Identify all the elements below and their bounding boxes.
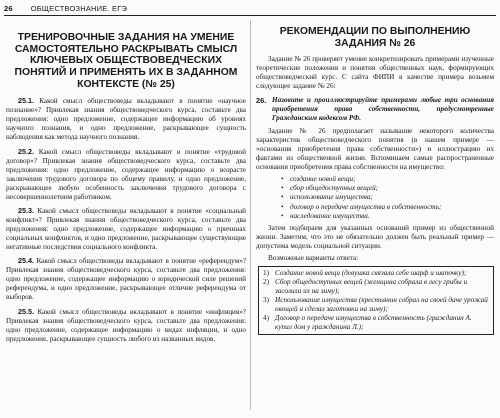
intro-paragraph: Задание № 26 проверяет умение конкретизировать примерами изученные теоретические положения и понятия общественных наук, формирующих обществоведческий курс. С сайта ФИПИ в качестве примера возьмем следующее задание № 26: xyxy=(256,55,494,91)
task-list xyxy=(6,96,246,344)
task-text: Какой смысл обществоведы вкладывают в понятие «трудовой договор»? Привлекая знания обществоведческого курса, составьте два предложения: одно предложение, содержащее информацию о возрасте заключения трудового договора по общему правилу, и одно предложение, раскрывающее любую особенность заключения трудового договора с несовершеннолетним работником. xyxy=(6,147,246,201)
task-item xyxy=(6,147,246,202)
answer-item xyxy=(263,296,489,314)
left-column xyxy=(6,20,246,348)
task-text: Какой смысл обществоведы вкладывают в понятие «референдум»? Привлекая знания обществоведческого курса, составьте два предложения: одно предложение, содержащее информацию о юридической силе решений референдума, и одно предложение, раскрывающее отличие референдума от выборов. xyxy=(6,257,247,302)
page-header xyxy=(4,2,496,16)
task-number: 25.5. xyxy=(18,306,34,316)
bases-list xyxy=(256,175,494,221)
explanation-paragraph-2: Затем подбираем для указанных оснований пример из общественной жизни. Заметим, что это не обязательно должен быть реальный пример — допустима модель социальной ситуации. xyxy=(256,224,494,251)
task-26-lead: Назовите и проиллюстрируйте примерами любые три основания приобретения права собственности, xyxy=(272,95,494,113)
task-item xyxy=(6,307,246,344)
answer-text: Использование имущества (крестьянин собрал на своей даче урожай овощей и сделал заготовки на зиму); xyxy=(275,296,488,314)
answer-item xyxy=(263,278,489,296)
answer-text: Договор о передаче имущества в собственность (гражданин А. купил дом у гражданина Л.); xyxy=(275,313,472,331)
task-item xyxy=(6,206,246,252)
task-26 xyxy=(256,96,494,123)
bullet-item: • наследование имущества. xyxy=(290,212,494,221)
running-title: ОБЩЕСТВОЗНАНИЕ. ЕГЭ xyxy=(30,4,128,13)
task-26-italic: предусмотренные Гражданским кодексом РФ. xyxy=(272,104,494,122)
bullet-item: • использование имущества; xyxy=(290,193,494,202)
answers-box xyxy=(258,266,494,334)
bullet-item: • договор о передаче имущества в собственность; xyxy=(290,203,494,212)
task-26-number: 26. xyxy=(256,95,267,105)
task-26-text xyxy=(272,96,494,123)
task-number: 25.1. xyxy=(18,96,34,106)
task-number: 25.2. xyxy=(18,146,34,156)
right-section-title: РЕКОМЕНДАЦИИ ПО ВЫПОЛНЕНИЮ ЗАДАНИЯ № 26 xyxy=(279,26,471,49)
column-divider xyxy=(250,20,251,410)
answer-number: 1) xyxy=(263,269,269,278)
answer-text: Сбор общедоступных вещей (женщина собрала в лесу грибы и засолила их на зиму); xyxy=(275,278,468,296)
answer-text: Создание новой вещи (девушка связала себе шарф и шапочку); xyxy=(275,269,467,278)
task-text: Какой смысл обществоведы вкладывают в понятие «научное познание»? Привлекая знания обществоведческого курса, составьте два предложения: одно предложение, содержащее информацию об уровнях научного познания, и одно предложение, раскрывающее сущность наблюдения как метода научного познания. xyxy=(6,97,246,142)
task-item xyxy=(6,96,246,142)
explanation-paragraph: Задание № 26 предполагает называние некоторого количества характеристик обществоведческого понятия (в нашем примере — «основания приобретения права собственности») и иллюстрацию их фактами из общественной жизни. Вспоминаем самые распространенные основания приобретения права собственности на имущество: xyxy=(256,126,494,171)
answer-number: 4) xyxy=(263,313,269,322)
answer-item xyxy=(263,269,489,278)
task-text: Какой смысл обществоведы вкладывают в понятие «инфляция»? Привлекая знания обществоведческого курса, составьте два предложения: одно предложение, содержащее информацию о видах инфляции, и одно предложение, раскрывающее сущность любого из названных видов. xyxy=(6,307,246,343)
task-item xyxy=(6,256,246,302)
left-section-title: ТРЕНИРОВОЧНЫЕ ЗАДАНИЯ НА УМЕНИЕ САМОСТОЯТЕЛЬНО РАСКРЫВАТЬ СМЫСЛ КЛЮЧЕВЫХ ОБЩЕСТВОВЕДЧЕСКИХ ПОНЯТИЙ И ПРИМЕНЯТЬ ИХ В ЗАДАННОМ КОНТЕКСТЕ (№ 25) xyxy=(14,32,238,90)
bullet-item: • создание новой вещи; xyxy=(290,175,494,184)
task-number: 25.3. xyxy=(18,205,34,215)
page-number: 26 xyxy=(4,4,13,13)
task-text: Какой смысл обществоведы вкладывают в понятие «социальный конфликт»? Привлекая знания обществоведческого курса, составьте два предложения: одно предложение, содержащее информацию о причинах социальных конфликтов, и одно предложение, раскрывающее существующие негативные последствия социального конфликта. xyxy=(6,206,246,252)
answer-number: 3) xyxy=(263,296,269,305)
right-column xyxy=(256,20,494,335)
answer-number: 2) xyxy=(263,278,269,287)
task-number: 25.4. xyxy=(18,256,34,266)
answer-item xyxy=(263,314,489,332)
answers-heading: Возможные варианты ответа: xyxy=(268,254,359,263)
bullet-item: • сбор общедоступных вещей; xyxy=(290,184,494,193)
